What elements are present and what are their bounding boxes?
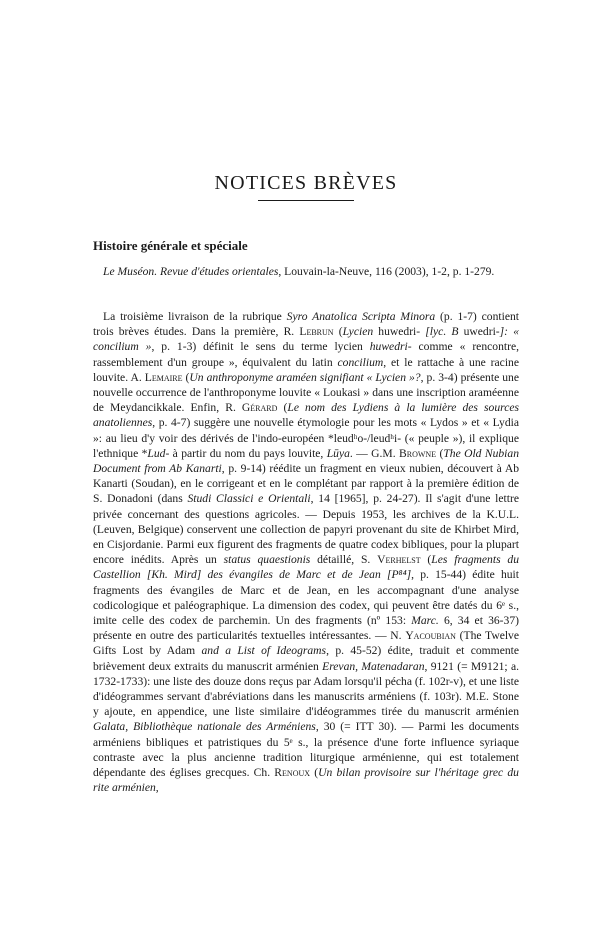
- text-run: uwedri-: [458, 325, 500, 339]
- italic-run: Un bilan provisoire sur l'héritage grec du rite arménien,: [93, 766, 519, 795]
- text-run: , et le rattache à une racine louvite. A.: [93, 355, 519, 384]
- text-run: (: [182, 370, 190, 384]
- text-run: (p. 1-7) contient trois brèves études. Dans la première, R.: [93, 310, 519, 339]
- text-run: , p. 9-14) réédite un fragment en vieux nubien, découvert à Ab Kanarti (Soudan), en le corrigeant et en le complétant par rapport à la première édition de S. Donadoni (dans: [93, 462, 519, 506]
- body-paragraph: [93, 309, 519, 796]
- italic-run: Les fragments du Castellion [Kh. Mird] des évangiles de Marc et de Jean [P⁸⁴]: [93, 553, 520, 582]
- author-name: Yacoubian: [405, 629, 456, 643]
- italic-run: Le nom des Lydiens à la lumière des sources anatoliennes: [93, 401, 520, 430]
- author-name: Lemaire: [144, 370, 183, 384]
- text-run: , p. 4-7) suggère une nouvelle étymologie pour les mots « Lydos » et « Lydia »: au lieu d'y voir des dérivés de l'indo-européen *leudʰo-/leudʰi- (« peuple »), il explique l'ethnique *: [93, 416, 519, 460]
- text-run: 6, 34 et 36-37) présente en outre des particularités textuelles intéressantes. — N.: [93, 614, 519, 643]
- italic-run: status quaestionis: [223, 553, 311, 567]
- italic-run: huwedri-: [369, 340, 412, 354]
- text-run: (The Twelve Gifts Lost by Adam: [93, 629, 519, 658]
- text-run: , 9121 (= M9121; a. 1732-1733): une liste des douze dons reçus par Adam lorsqu'il pécha (f. 102r-v), et une liste d'idéogrammes servant d'abréviations dans les manuscrits arméniens (f. 103r). M.E. Stone y ajoute, en appendice, une liste similaire d'idéogrammes tirée du manuscrit arménien: [93, 659, 519, 719]
- italic-run: Lud-: [147, 446, 170, 460]
- text-run: à partir du nom du pays louvite,: [169, 446, 327, 460]
- title-rule: [258, 200, 354, 201]
- italic-run: Syro Anatolica Scripta Minora: [286, 310, 436, 323]
- text-run: (: [333, 325, 343, 339]
- italic-run: concilium: [337, 355, 384, 369]
- text-run: , 30 (= ITT 30). — Parmi les documents arméniens bibliques et patristiques du 5ᵉ s., la présence d'une forte influence syriaque contraste avec la plus ancienne tradition liturgique arménienne, qui est totalement dépendante des églises grecques. Ch.: [93, 720, 519, 780]
- italic-run: Galata, Bibliothèque nationale des Arméniens: [93, 720, 316, 734]
- journal-title: Le Muséon. Revue d'études orientales: [103, 265, 279, 278]
- italic-run: ]: « concilium »: [93, 325, 519, 354]
- author-name: Lebrun: [299, 325, 334, 339]
- italic-run: Erevan, Matenadaran: [322, 659, 425, 673]
- text-run: , p. 15-44) édite huit fragments des évangiles de Marc et de Jean, en les accompagnant d'une analyse codicologique et paléographique. La dimension des codex, qui peuvent être datés du 6ᵉ s., imite celle des codex de parchemin. Un des fragments (nº 153:: [93, 568, 519, 628]
- text-run: La troisième livraison de la rubrique: [103, 310, 287, 323]
- page-title: NOTICES BRÈVES: [214, 172, 398, 194]
- text-run: (: [420, 553, 432, 567]
- italic-run: Studi Classici e Orientali: [187, 492, 311, 506]
- text-run: (: [436, 446, 444, 460]
- italic-run: Lycien: [342, 325, 374, 339]
- text-run: (: [277, 401, 288, 415]
- italic-run: Marc.: [411, 614, 439, 628]
- text-run: . — G.M.: [349, 446, 400, 460]
- text-run: huwedri-: [373, 325, 426, 339]
- text-run: détaillé, S.: [310, 553, 378, 567]
- author-name: Browne: [399, 446, 437, 460]
- section-heading: Histoire générale et spéciale: [93, 238, 248, 253]
- italic-run: and a List of Ideograms: [201, 644, 327, 658]
- italic-run: Un anthroponyme araméen signifiant « Lycien »?: [189, 370, 421, 384]
- text-run: , p. 3-4) présente une nouvelle occurrence de l'anthroponyme louvite « Loukasi » dans une inscription araméenne de Meydancikkale. Enfin, R.: [93, 370, 519, 415]
- italic-run: Lūya: [326, 446, 350, 460]
- author-name: Renoux: [274, 766, 311, 780]
- italic-run: [lyc. B: [425, 325, 459, 339]
- author-name: Gérard: [241, 401, 278, 415]
- text-run: (: [310, 766, 319, 780]
- author-name: Verhelst: [377, 553, 421, 567]
- text-run: comme « rencontre, rassemblement d'un groupe », équivalent du latin: [93, 340, 519, 369]
- text-run: , p. 45-52) édite, traduit et commente brièvement deux extraits du manuscrit arménien: [93, 644, 520, 673]
- text-run: , 14 [1965], p. 24-27). Il s'agit d'une lettre privée concernant des questions agricoles. — Depuis 1953, les archives de la K.U.L. (Leuven, Belgique) conservent une collection de papyri provenant du site de Khirbet Mird, en Cisjordanie. Parmi eux figurent des fragments de quatre codex bibliques, pour la plupart encore inédits. Après un: [93, 492, 520, 567]
- citation-paragraph: [93, 264, 519, 279]
- citation-details: , Louvain-la-Neuve, 116 (2003), 1-2, p. 1-279.: [278, 265, 495, 278]
- text-run: , p. 1-3) définit le sens du terme lycien: [151, 340, 370, 354]
- italic-run: The Old Nubian Document from Ab Kanarti: [93, 446, 520, 476]
